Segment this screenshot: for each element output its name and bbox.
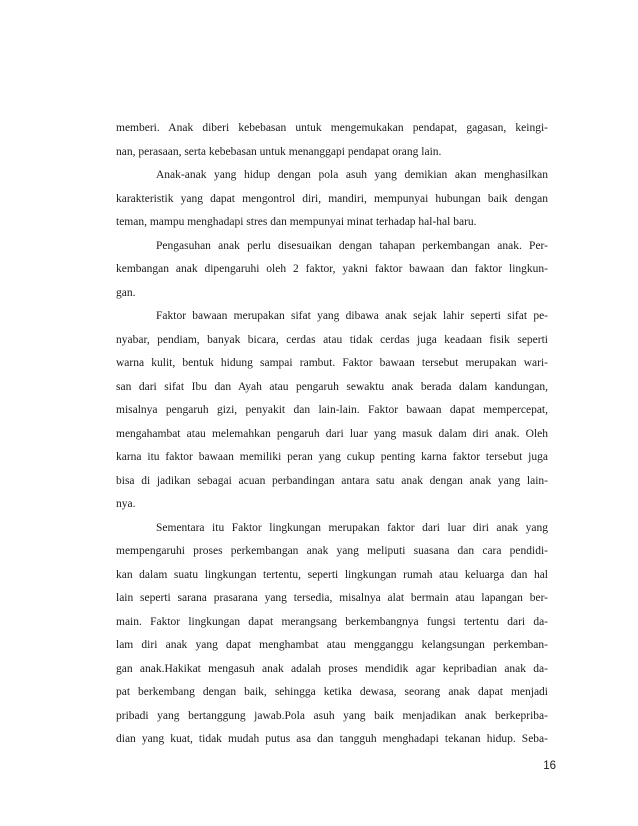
text-line: bisa di jadikan sebagai acuan perbandingan antara satu anak dengan anak yang lain- — [116, 474, 548, 487]
text-line: misalnya pengaruh gizi, penyakit dan lain-lain. Faktor bawaan dapat mempercepat, — [116, 404, 548, 416]
text-line: lam diri anak yang dapat menghambat atau mengganggu kelangsungan perkemban- — [116, 639, 548, 651]
text-line: dian yang kuat, tidak mudah putus asa dan tangguh menghadapi tekanan hidup. Seba- — [116, 733, 548, 745]
text-line: nyabar, pendiam, banyak bicara, cerdas atau tidak cerdas juga keadaan fisik seperti — [116, 333, 548, 346]
text-line: pat berkembang dengan baik, sehingga ketika dewasa, seorang anak dapat menjadi — [116, 686, 548, 698]
text-line: warna kulit, bentuk hidung sampai rambut. Faktor bawaan tersebut merupakan wari- — [116, 357, 548, 369]
text-line: gan anak.Hakikat mengasuh anak adalah proses mendidik agar kepribadian anak da- — [116, 662, 548, 675]
text-line: mengahambat atau melemahkan pengaruh dari luar yang masuk dalam diri anak. Oleh — [116, 427, 548, 440]
text-line: Faktor bawaan merupakan sifat yang dibawa anak sejak lahir seperti sifat pe- — [156, 310, 548, 322]
text-line: memberi. Anak diberi kebebasan untuk mengemukakan pendapat, gagasan, keingi- — [116, 122, 548, 134]
text-line: pribadi yang bertanggung jawab.Pola asuh yang baik menjadikan anak berkepriba- — [116, 709, 548, 722]
page-number: 16 — [543, 760, 556, 772]
text-line: Pengasuhan anak perlu disesuaikan dengan tahapan perkembangan anak. Per- — [156, 239, 548, 252]
text-line: teman, mampu menghadapi stres dan mempunyai minat terhadap hal-hal baru. — [116, 216, 477, 228]
text-line: nya. — [116, 498, 136, 510]
body-text — [116, 117, 548, 752]
text-line: karna itu faktor bawaan memiliki peran yang cukup penting karna faktor tersebut juga — [116, 451, 548, 463]
text-line: kan dalam suatu lingkungan tertentu, seperti lingkungan rumah atau keluarga dan hal — [116, 568, 548, 581]
text-line: Sementara itu Faktor lingkungan merupakan faktor dari luar diri anak yang — [156, 521, 548, 534]
text-line: lain seperti sarana prasarana yang tersedia, misalnya alat bermain atau lapangan ber- — [116, 592, 548, 604]
text-line: Anak-anak yang hidup dengan pola asuh yang demikian akan menghasilkan — [156, 169, 548, 181]
text-line: gan. — [116, 286, 136, 299]
text-line: san dari sifat Ibu dan Ayah atau pengaruh sewaktu anak berada dalam kandungan, — [116, 380, 548, 393]
text-line: mempengaruhi proses perkembangan anak yang meliputi suasana dan cara pendidi- — [116, 545, 548, 557]
text-line: kembangan anak dipengaruhi oleh 2 faktor, yakni faktor bawaan dan faktor lingkun- — [116, 263, 548, 275]
text-line: nan, perasaan, serta kebebasan untuk menanggapi pendapat orang lain. — [116, 145, 442, 158]
text-line: main. Faktor lingkungan dapat merangsang berkembangnya fungsi tertentu dari da- — [116, 615, 548, 628]
text-line: karakteristik yang dapat mengontrol diri, mandiri, mempunyai hubungan baik dengan — [116, 192, 548, 205]
